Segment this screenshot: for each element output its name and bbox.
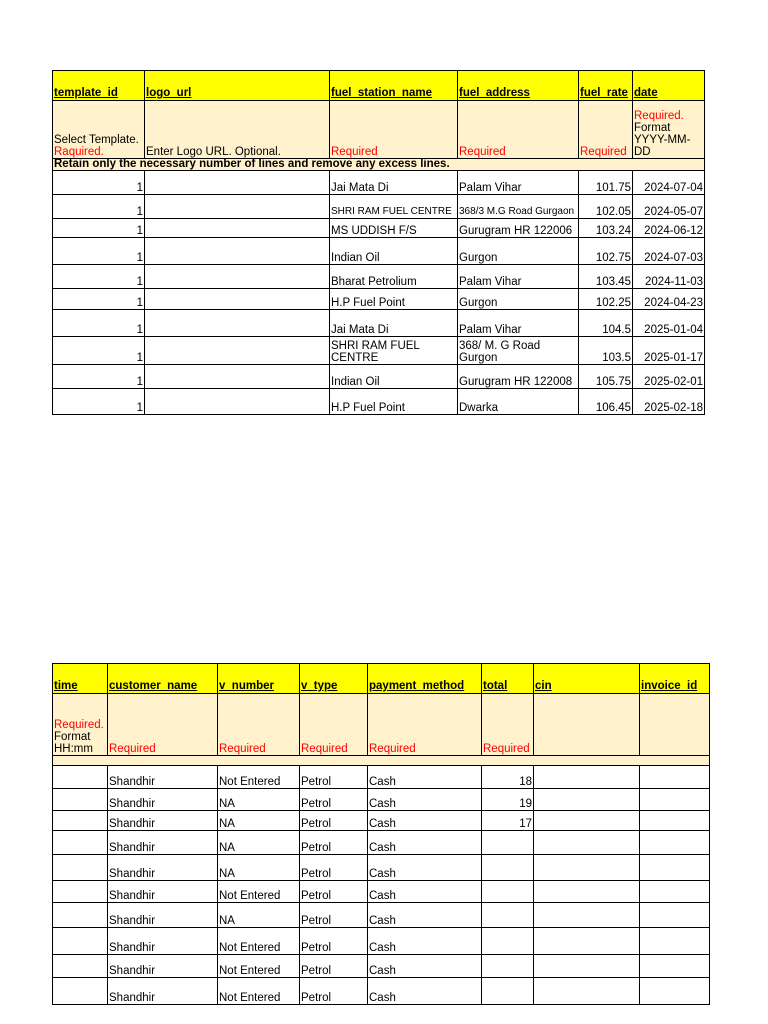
table-row (53, 903, 710, 928)
cell-fuel-address[interactable]: Palam Vihar (458, 171, 579, 195)
cell-time[interactable] (53, 928, 108, 955)
cell-customer-name[interactable]: Shandhir (108, 881, 218, 903)
cell-date[interactable]: 2025-01-17 (633, 337, 705, 365)
cell-template-id[interactable]: 1 (53, 389, 145, 415)
invoice-rows (53, 766, 710, 1005)
cell-v-number[interactable]: Not Entered (218, 955, 300, 978)
cell-time[interactable] (53, 831, 108, 855)
cell-payment-method[interactable]: Cash (368, 928, 482, 955)
cell-payment-method[interactable]: Cash (368, 855, 482, 881)
instruction-note[interactable]: Retain only the necessary number of lines and remove any excess lines. (53, 159, 705, 171)
table-row (53, 337, 705, 365)
hint-time[interactable] (53, 694, 108, 756)
table-row (53, 219, 705, 238)
cell-time[interactable] (53, 903, 108, 928)
header-logo-url[interactable]: logo_url (145, 71, 330, 101)
hint-date[interactable] (633, 101, 705, 159)
table-row (53, 265, 705, 289)
cell-fuel-address[interactable]: 368/ M. G Road Gurgon (458, 337, 579, 365)
cell-logo-url[interactable] (145, 289, 330, 310)
cell-fuel-address[interactable]: Gurugram HR 122006 (458, 219, 579, 238)
cell-template-id[interactable]: 1 (53, 289, 145, 310)
cell-customer-name[interactable]: Shandhir (108, 789, 218, 811)
invoice-table (52, 663, 710, 1005)
table-row (53, 365, 705, 389)
cell-fuel-address[interactable]: Gurgon (458, 238, 579, 265)
table-row (53, 855, 710, 881)
header-total[interactable]: total (482, 664, 534, 694)
cell-fuel-rate[interactable]: 103.5 (579, 337, 633, 365)
cell-v-number[interactable]: Not Entered (218, 978, 300, 1005)
cell-template-id[interactable]: 1 (53, 195, 145, 219)
cell-total[interactable] (482, 903, 534, 928)
cell-fuel-station-name[interactable]: H.P Fuel Point (330, 289, 458, 310)
hint-invoice-id[interactable] (640, 694, 710, 756)
table-row (53, 955, 710, 978)
cell-template-id[interactable]: 1 (53, 219, 145, 238)
cell-cin[interactable] (534, 811, 640, 831)
cell-cin[interactable] (534, 831, 640, 855)
cell-fuel-station-name[interactable]: SHRI RAM FUEL CENTRE (330, 337, 458, 365)
hint-text: Format HH:mm (54, 731, 93, 755)
cell-logo-url[interactable] (145, 365, 330, 389)
cell-customer-name[interactable]: Shandhir (108, 811, 218, 831)
hint-v-number[interactable]: Required (218, 694, 300, 756)
cell-time[interactable] (53, 978, 108, 1005)
cell-v-number[interactable]: NA (218, 789, 300, 811)
cell-time[interactable] (53, 766, 108, 789)
hint-payment-method[interactable]: Required (368, 694, 482, 756)
hint-logo-url[interactable]: Enter Logo URL. Optional. (145, 101, 330, 159)
cell-v-number[interactable]: NA (218, 831, 300, 855)
hint-cin[interactable] (534, 694, 640, 756)
cell-fuel-rate[interactable]: 102.25 (579, 289, 633, 310)
fuel-station-table (52, 70, 705, 415)
hint-row (53, 694, 710, 756)
cell-payment-method[interactable]: Cash (368, 903, 482, 928)
cell-fuel-address[interactable]: Gurgon (458, 289, 579, 310)
cell-date[interactable]: 2025-02-18 (633, 389, 705, 415)
cell-fuel-rate[interactable]: 103.45 (579, 265, 633, 289)
cell-total[interactable] (482, 831, 534, 855)
cell-time[interactable] (53, 789, 108, 811)
cell-payment-method[interactable]: Cash (368, 811, 482, 831)
header-time[interactable]: time (53, 664, 108, 694)
cell-template-id[interactable]: 1 (53, 365, 145, 389)
cell-time[interactable] (53, 811, 108, 831)
table-row (53, 389, 705, 415)
cell-date[interactable]: 2024-07-04 (633, 171, 705, 195)
hint-required: Required. (634, 110, 684, 122)
table-row (53, 811, 710, 831)
cell-fuel-rate[interactable]: 102.05 (579, 195, 633, 219)
cell-template-id[interactable]: 1 (53, 238, 145, 265)
cell-fuel-rate[interactable]: 103.24 (579, 219, 633, 238)
hint-required: Raquired. (54, 146, 104, 158)
cell-logo-url[interactable] (145, 389, 330, 415)
fuel-station-rows (53, 171, 705, 415)
header-cin[interactable]: cin (534, 664, 640, 694)
cell-date[interactable]: 2024-05-07 (633, 195, 705, 219)
cell-template-id[interactable]: 1 (53, 171, 145, 195)
cell-invoice-id[interactable] (640, 766, 710, 789)
cell-date[interactable]: 2024-07-03 (633, 238, 705, 265)
cell-v-number[interactable]: Not Entered (218, 766, 300, 789)
table-row (53, 195, 705, 219)
cell-logo-url[interactable] (145, 219, 330, 238)
table-row (53, 171, 705, 195)
cell-fuel-station-name[interactable]: Jai Mata Di (330, 171, 458, 195)
cell-total[interactable] (482, 978, 534, 1005)
cell-total[interactable] (482, 928, 534, 955)
cell-payment-method[interactable]: Cash (368, 881, 482, 903)
cell-invoice-id[interactable] (640, 955, 710, 978)
cell-payment-method[interactable]: Cash (368, 831, 482, 855)
cell-fuel-rate[interactable]: 106.45 (579, 389, 633, 415)
cell-invoice-id[interactable] (640, 789, 710, 811)
cell-v-number[interactable]: NA (218, 811, 300, 831)
hint-text: Select Template. (54, 134, 139, 146)
cell-cin[interactable] (534, 955, 640, 978)
hint-required: Required. (54, 719, 104, 731)
table-row (53, 289, 705, 310)
separator-cell (53, 756, 710, 766)
cell-invoice-id[interactable] (640, 811, 710, 831)
cell-customer-name[interactable]: Shandhir (108, 831, 218, 855)
header-v-type[interactable]: v_type (300, 664, 368, 694)
cell-logo-url[interactable] (145, 171, 330, 195)
header-v-number[interactable]: v_number (218, 664, 300, 694)
header-row (53, 664, 710, 694)
table-row (53, 310, 705, 337)
hint-customer-name[interactable]: Required (108, 694, 218, 756)
cell-customer-name[interactable]: Shandhir (108, 766, 218, 789)
cell-fuel-rate[interactable]: 105.75 (579, 365, 633, 389)
header-fuel-rate[interactable]: fuel_rate (579, 71, 633, 101)
cell-v-type[interactable]: Petrol (300, 903, 368, 928)
cell-fuel-station-name[interactable]: Bharat Petrolium (330, 265, 458, 289)
cell-invoice-id[interactable] (640, 928, 710, 955)
table-row (53, 766, 710, 789)
cell-customer-name[interactable]: Shandhir (108, 928, 218, 955)
cell-fuel-station-name[interactable]: Indian Oil (330, 238, 458, 265)
table-row (53, 978, 710, 1005)
header-fuel-station-name[interactable]: fuel_station_name (330, 71, 458, 101)
cell-v-type[interactable]: Petrol (300, 831, 368, 855)
cell-total[interactable]: 18 (482, 766, 534, 789)
cell-date[interactable]: 2025-01-04 (633, 310, 705, 337)
cell-fuel-station-name[interactable]: MS UDDISH F/S (330, 219, 458, 238)
cell-cin[interactable] (534, 928, 640, 955)
cell-v-number[interactable]: NA (218, 855, 300, 881)
cell-fuel-address[interactable]: Gurugram HR 122008 (458, 365, 579, 389)
hint-v-type[interactable]: Required (300, 694, 368, 756)
cell-v-type[interactable]: Petrol (300, 766, 368, 789)
header-date[interactable]: date (633, 71, 705, 101)
hint-fuel-station-name[interactable]: Required (330, 101, 458, 159)
hint-total[interactable]: Required (482, 694, 534, 756)
cell-template-id[interactable]: 1 (53, 265, 145, 289)
cell-v-number[interactable]: NA (218, 903, 300, 928)
table-row (53, 928, 710, 955)
separator-row (53, 756, 710, 766)
cell-v-type[interactable]: Petrol (300, 955, 368, 978)
cell-total[interactable] (482, 855, 534, 881)
cell-invoice-id[interactable] (640, 831, 710, 855)
cell-v-number[interactable]: Not Entered (218, 881, 300, 903)
cell-fuel-station-name[interactable]: Indian Oil (330, 365, 458, 389)
cell-fuel-address[interactable]: Dwarka (458, 389, 579, 415)
cell-v-type[interactable]: Petrol (300, 789, 368, 811)
cell-logo-url[interactable] (145, 195, 330, 219)
table-row (53, 881, 710, 903)
cell-logo-url[interactable] (145, 265, 330, 289)
cell-time[interactable] (53, 881, 108, 903)
cell-invoice-id[interactable] (640, 855, 710, 881)
cell-fuel-rate[interactable]: 104.5 (579, 310, 633, 337)
note-row (53, 159, 705, 171)
cell-fuel-rate[interactable]: 102.75 (579, 238, 633, 265)
cell-fuel-address[interactable]: 368/3 M.G Road Gurgaon (458, 195, 579, 219)
cell-fuel-address[interactable]: Palam Vihar (458, 265, 579, 289)
cell-customer-name[interactable]: Shandhir (108, 955, 218, 978)
cell-cin[interactable] (534, 766, 640, 789)
cell-v-type[interactable]: Petrol (300, 811, 368, 831)
cell-fuel-station-name[interactable]: H.P Fuel Point (330, 389, 458, 415)
cell-customer-name[interactable]: Shandhir (108, 978, 218, 1005)
cell-customer-name[interactable]: Shandhir (108, 855, 218, 881)
cell-invoice-id[interactable] (640, 978, 710, 1005)
header-template-id[interactable]: template_id (53, 71, 145, 101)
cell-template-id[interactable]: 1 (53, 310, 145, 337)
header-customer-name[interactable]: customer_name (108, 664, 218, 694)
cell-total[interactable] (482, 955, 534, 978)
cell-fuel-rate[interactable]: 101.75 (579, 171, 633, 195)
cell-payment-method[interactable]: Cash (368, 789, 482, 811)
header-payment-method[interactable]: payment_method (368, 664, 482, 694)
cell-cin[interactable] (534, 855, 640, 881)
cell-v-type[interactable]: Petrol (300, 855, 368, 881)
cell-logo-url[interactable] (145, 310, 330, 337)
cell-payment-method[interactable]: Cash (368, 766, 482, 789)
cell-invoice-id[interactable] (640, 881, 710, 903)
hint-fuel-rate[interactable]: Required (579, 101, 633, 159)
cell-cin[interactable] (534, 881, 640, 903)
cell-cin[interactable] (534, 903, 640, 928)
cell-logo-url[interactable] (145, 337, 330, 365)
cell-fuel-station-name[interactable]: Jai Mata Di (330, 310, 458, 337)
cell-total[interactable]: 19 (482, 789, 534, 811)
cell-time[interactable] (53, 955, 108, 978)
hint-fuel-address[interactable]: Required (458, 101, 579, 159)
cell-total[interactable] (482, 881, 534, 903)
table-row (53, 238, 705, 265)
cell-fuel-address[interactable]: Palam Vihar (458, 310, 579, 337)
cell-v-type[interactable]: Petrol (300, 928, 368, 955)
cell-v-number[interactable]: Not Entered (218, 928, 300, 955)
hint-template-id[interactable] (53, 101, 145, 159)
cell-payment-method[interactable]: Cash (368, 978, 482, 1005)
cell-v-type[interactable]: Petrol (300, 881, 368, 903)
header-invoice-id[interactable]: invoice_id (640, 664, 710, 694)
cell-date[interactable]: 2024-11-03 (633, 265, 705, 289)
cell-cin[interactable] (534, 978, 640, 1005)
cell-date[interactable]: 2024-06-12 (633, 219, 705, 238)
cell-date[interactable]: 2024-04-23 (633, 289, 705, 310)
cell-logo-url[interactable] (145, 238, 330, 265)
hint-row (53, 101, 705, 159)
cell-cin[interactable] (534, 789, 640, 811)
cell-fuel-station-name[interactable]: SHRI RAM FUEL CENTRE (330, 195, 458, 219)
cell-payment-method[interactable]: Cash (368, 955, 482, 978)
hint-text: Format YYYY-MM-DD (634, 122, 691, 158)
header-fuel-address[interactable]: fuel_address (458, 71, 579, 101)
cell-total[interactable]: 17 (482, 811, 534, 831)
cell-time[interactable] (53, 855, 108, 881)
cell-v-type[interactable]: Petrol (300, 978, 368, 1005)
cell-template-id[interactable]: 1 (53, 337, 145, 365)
table-row (53, 789, 710, 811)
header-row (53, 71, 705, 101)
table-row (53, 831, 710, 855)
cell-date[interactable]: 2025-02-01 (633, 365, 705, 389)
cell-customer-name[interactable]: Shandhir (108, 903, 218, 928)
cell-invoice-id[interactable] (640, 903, 710, 928)
